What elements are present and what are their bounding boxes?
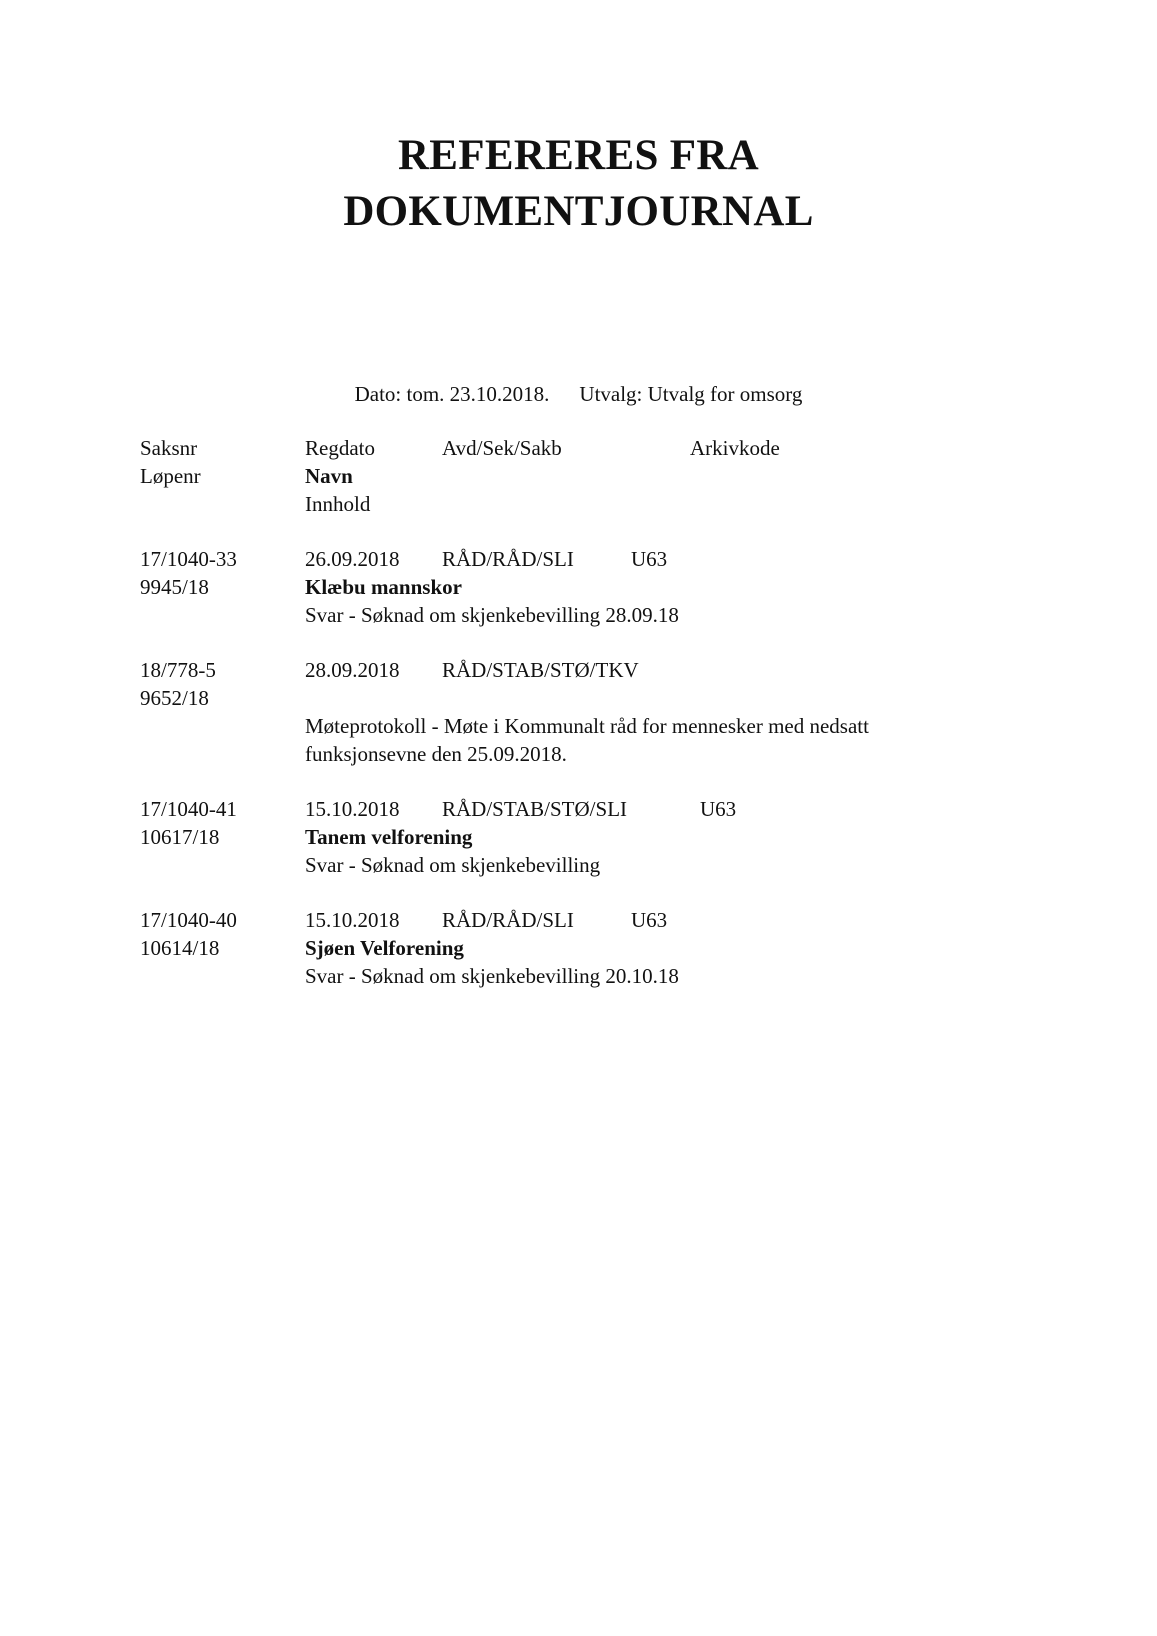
title-line-1: REFERERES FRA: [397, 132, 760, 179]
entry-saksnr: 17/1040-41: [140, 797, 237, 821]
header-arkivkode: Arkivkode: [690, 436, 780, 460]
header-lopenr: Løpenr: [140, 464, 201, 488]
entry-lopenr: 10617/18: [140, 825, 220, 849]
date-range: Dato: tom. 23.10.2018.: [354, 382, 550, 406]
entry-innhold: Svar - Søknad om skjenkebevilling 20.10.18: [305, 964, 679, 988]
committee: Utvalg: Utvalg for omsorg: [579, 382, 803, 406]
header-regdato: Regdato: [305, 436, 375, 460]
entry-lopenr: 10614/18: [140, 936, 220, 960]
entry-arkivkode: U63: [700, 797, 737, 821]
entry-regdato: 15.10.2018: [305, 908, 400, 932]
entry-avd: RÅD/RÅD/SLI: [442, 908, 574, 932]
header-innhold: Innhold: [305, 492, 371, 516]
entry-arkivkode: U63: [631, 908, 668, 932]
entry-navn: Tanem velforening: [305, 825, 473, 849]
entry-regdato: 26.09.2018: [305, 547, 400, 571]
document-title: [0, 128, 1157, 240]
entry-innhold-line-1: Møteprotokoll - Møte i Kommunalt råd for mennesker med nedsatt: [305, 714, 869, 738]
entry-navn: Sjøen Velforening: [305, 936, 464, 960]
header-saksnr: Saksnr: [140, 436, 198, 460]
header-navn: Navn: [305, 464, 353, 488]
entry-innhold: Svar - Søknad om skjenkebevilling: [305, 853, 601, 877]
entry-navn: Klæbu mannskor: [305, 575, 462, 599]
entry-saksnr: 18/778-5: [140, 658, 216, 682]
entry-saksnr: 17/1040-33: [140, 547, 237, 571]
entry-avd: RÅD/STAB/STØ/SLI: [442, 797, 628, 821]
entry-innhold: Svar - Søknad om skjenkebevilling 28.09.18: [305, 603, 679, 627]
title-line-2: DOKUMENTJOURNAL: [343, 188, 814, 235]
entry-regdato: 28.09.2018: [305, 658, 400, 682]
entry-avd: RÅD/STAB/STØ/TKV: [442, 658, 639, 682]
entry-arkivkode: U63: [631, 547, 668, 571]
entry-innhold-line-2: funksjonsevne den 25.09.2018.: [305, 742, 567, 766]
entry-avd: RÅD/RÅD/SLI: [442, 547, 574, 571]
entry-lopenr: 9652/18: [140, 686, 209, 710]
header-avd: Avd/Sek/Sakb: [442, 436, 562, 460]
document-meta: [0, 382, 1157, 407]
entry-lopenr: 9945/18: [140, 575, 209, 599]
entry-saksnr: 17/1040-40: [140, 908, 237, 932]
entry-regdato: 15.10.2018: [305, 797, 400, 821]
